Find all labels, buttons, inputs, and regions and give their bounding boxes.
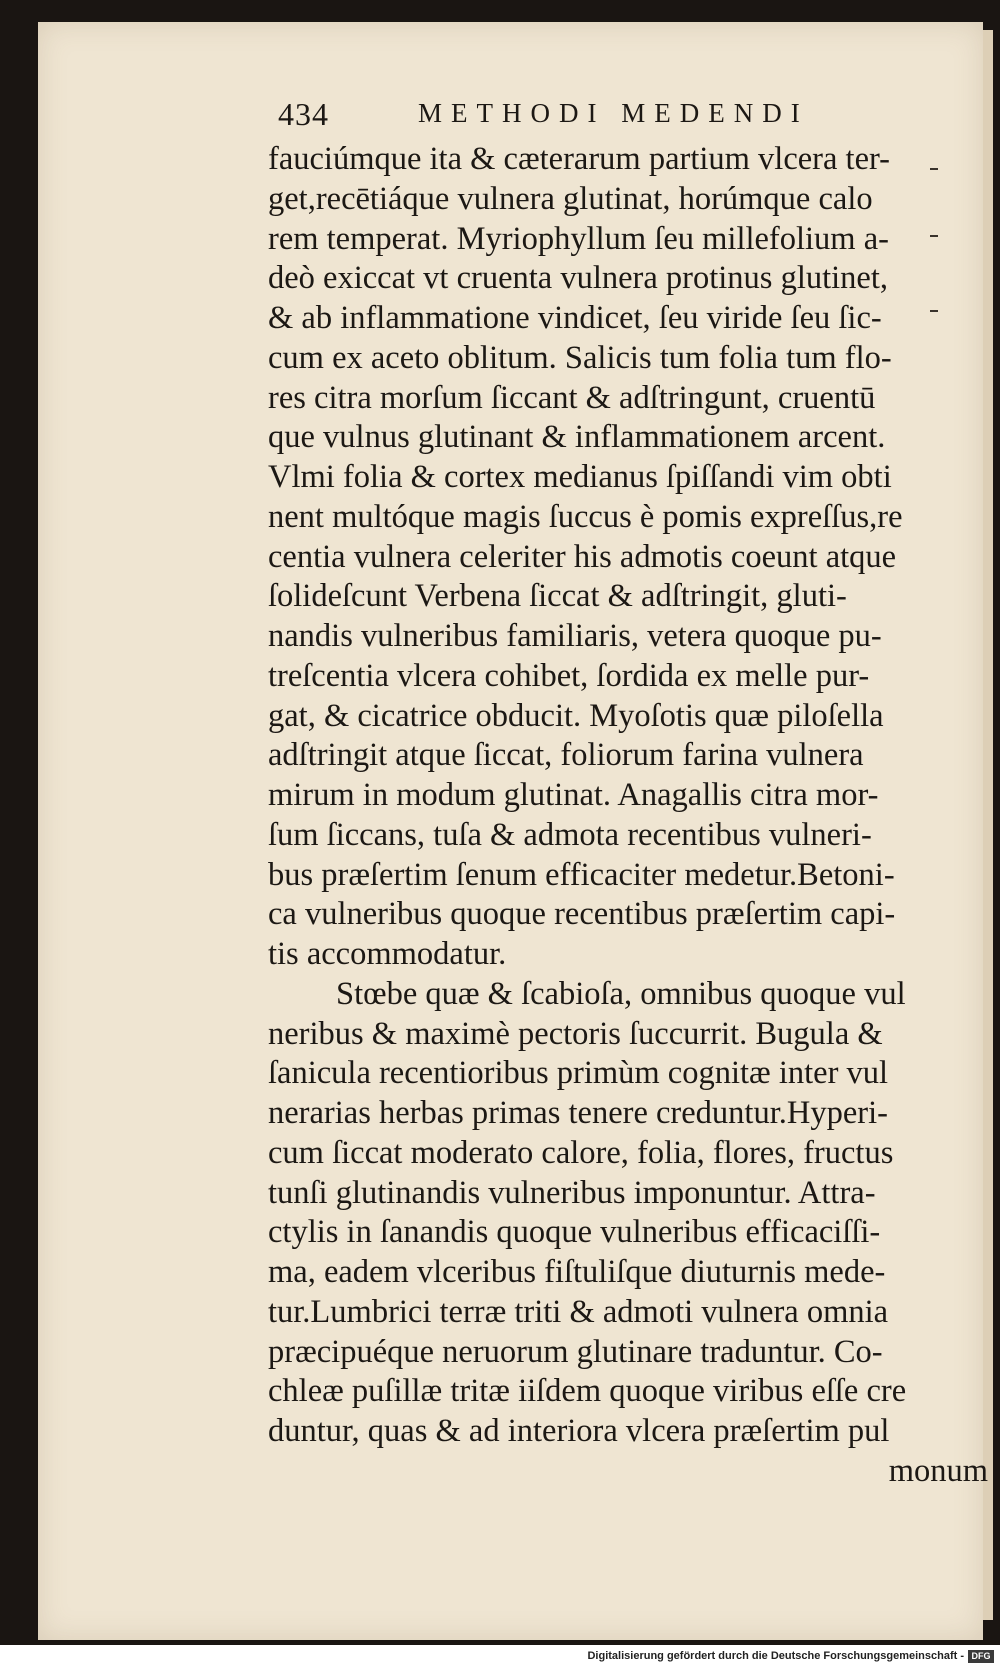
body-text — [268, 140, 988, 1492]
text-line: nandis vulneribus familiaris, vetera quoque pu- — [268, 618, 882, 654]
text-line: ctylis in ſanandis quoque vulneribus efficaciſſi- — [268, 1214, 881, 1251]
text-line: tis accommodatur. — [268, 936, 507, 972]
text-line: nerarias herbas primas tenere creduntur.Hyperi- — [268, 1095, 888, 1131]
dfg-logo: DFG — [968, 1650, 994, 1663]
text-line: præcipuéque neruorum glutinare traduntur. Co- — [268, 1333, 883, 1370]
text-line: deò exiccat vt cruenta vulnera protinus glutinet, — [268, 260, 888, 297]
text-line: adſtringit atque ſiccat, foliorum farina vulnera — [268, 737, 864, 774]
text-line: fauciúmque ita & cæterarum partium vlcera ter- — [268, 141, 890, 177]
text-line: neribus & maximè pectoris ſuccurrit. Bugula & — [268, 1015, 883, 1052]
text-line: ſolideſcunt Verbena ſiccat & adſtringit, gluti- — [268, 578, 847, 615]
text-line: treſcentia vlcera cohibet, ſordida ex melle pur- — [268, 657, 870, 694]
text-line: ma, eadem vlceribus fiſtuliſque diuturnis mede- — [268, 1254, 886, 1290]
funding-credit: Digitalisierung gefördert durch die Deutsche Forschungsgemeinschaft - — [587, 1650, 964, 1662]
text-line: que vulnus glutinant & inflammationem arcent. — [268, 419, 886, 456]
text-line: bus præſertim ſenum efficaciter medetur.Betoni- — [268, 856, 895, 893]
text-line: chleæ puſillæ tritæ iiſdem quoque viribus eſſe cre — [268, 1373, 907, 1410]
text-line: tunſi glutinandis vulneribus imponuntur. Attra- — [268, 1174, 876, 1211]
text-line: duntur, quas & ad interiora vlcera præſertim pul — [268, 1413, 890, 1449]
text-line: centia vulnera celeriter his admotis coeunt atque — [268, 538, 897, 575]
text-line: & ab inflammatione vindicet, ſeu viride ſeu ſic- — [268, 300, 882, 336]
text-line: ca vulneribus quoque recentibus præſertim capi- — [268, 896, 896, 933]
catchword: monum — [888, 1452, 988, 1489]
text-line: cum ex aceto oblitum. Salicis tum folia tum flo- — [268, 339, 892, 376]
page-number: 434 — [278, 96, 329, 132]
text-line: Vlmi folia & cortex medianus ſpiſſandi vim obti — [268, 459, 892, 495]
text-line: res citra morſum ſiccant & adſtringunt, cruentū — [268, 379, 876, 416]
text-line: Stœbe quæ & ſcabioſa, omnibus quoque vul — [336, 975, 906, 1012]
text-line: nent multóque magis ſuccus è pomis expreſſus,re — [268, 498, 903, 535]
text-line: gat, & cicatrice obducit. Myoſotis quæ piloſella — [268, 697, 884, 734]
page-header — [278, 96, 918, 140]
text-line: mirum in modum glutinat. Anagallis citra mor- — [268, 777, 879, 813]
text-line: tur.Lumbrici terræ triti & admoti vulnera omnia — [268, 1293, 889, 1330]
running-head: METHODI MEDENDI — [418, 98, 809, 128]
text-line: get,recētiáque vulnera glutinat, horúmque calo — [268, 180, 873, 217]
text-line: rem temperat. Myriophyllum ſeu millefolium a- — [268, 220, 889, 257]
text-line: ſanicula recentioribus primùm cognitæ inter vul — [268, 1055, 889, 1092]
text-line: ſum ſiccans, tuſa & admota recentibus vulneri- — [268, 816, 872, 853]
text-line: cum ſiccat moderato calore, folia, flores, fructus — [268, 1134, 894, 1171]
